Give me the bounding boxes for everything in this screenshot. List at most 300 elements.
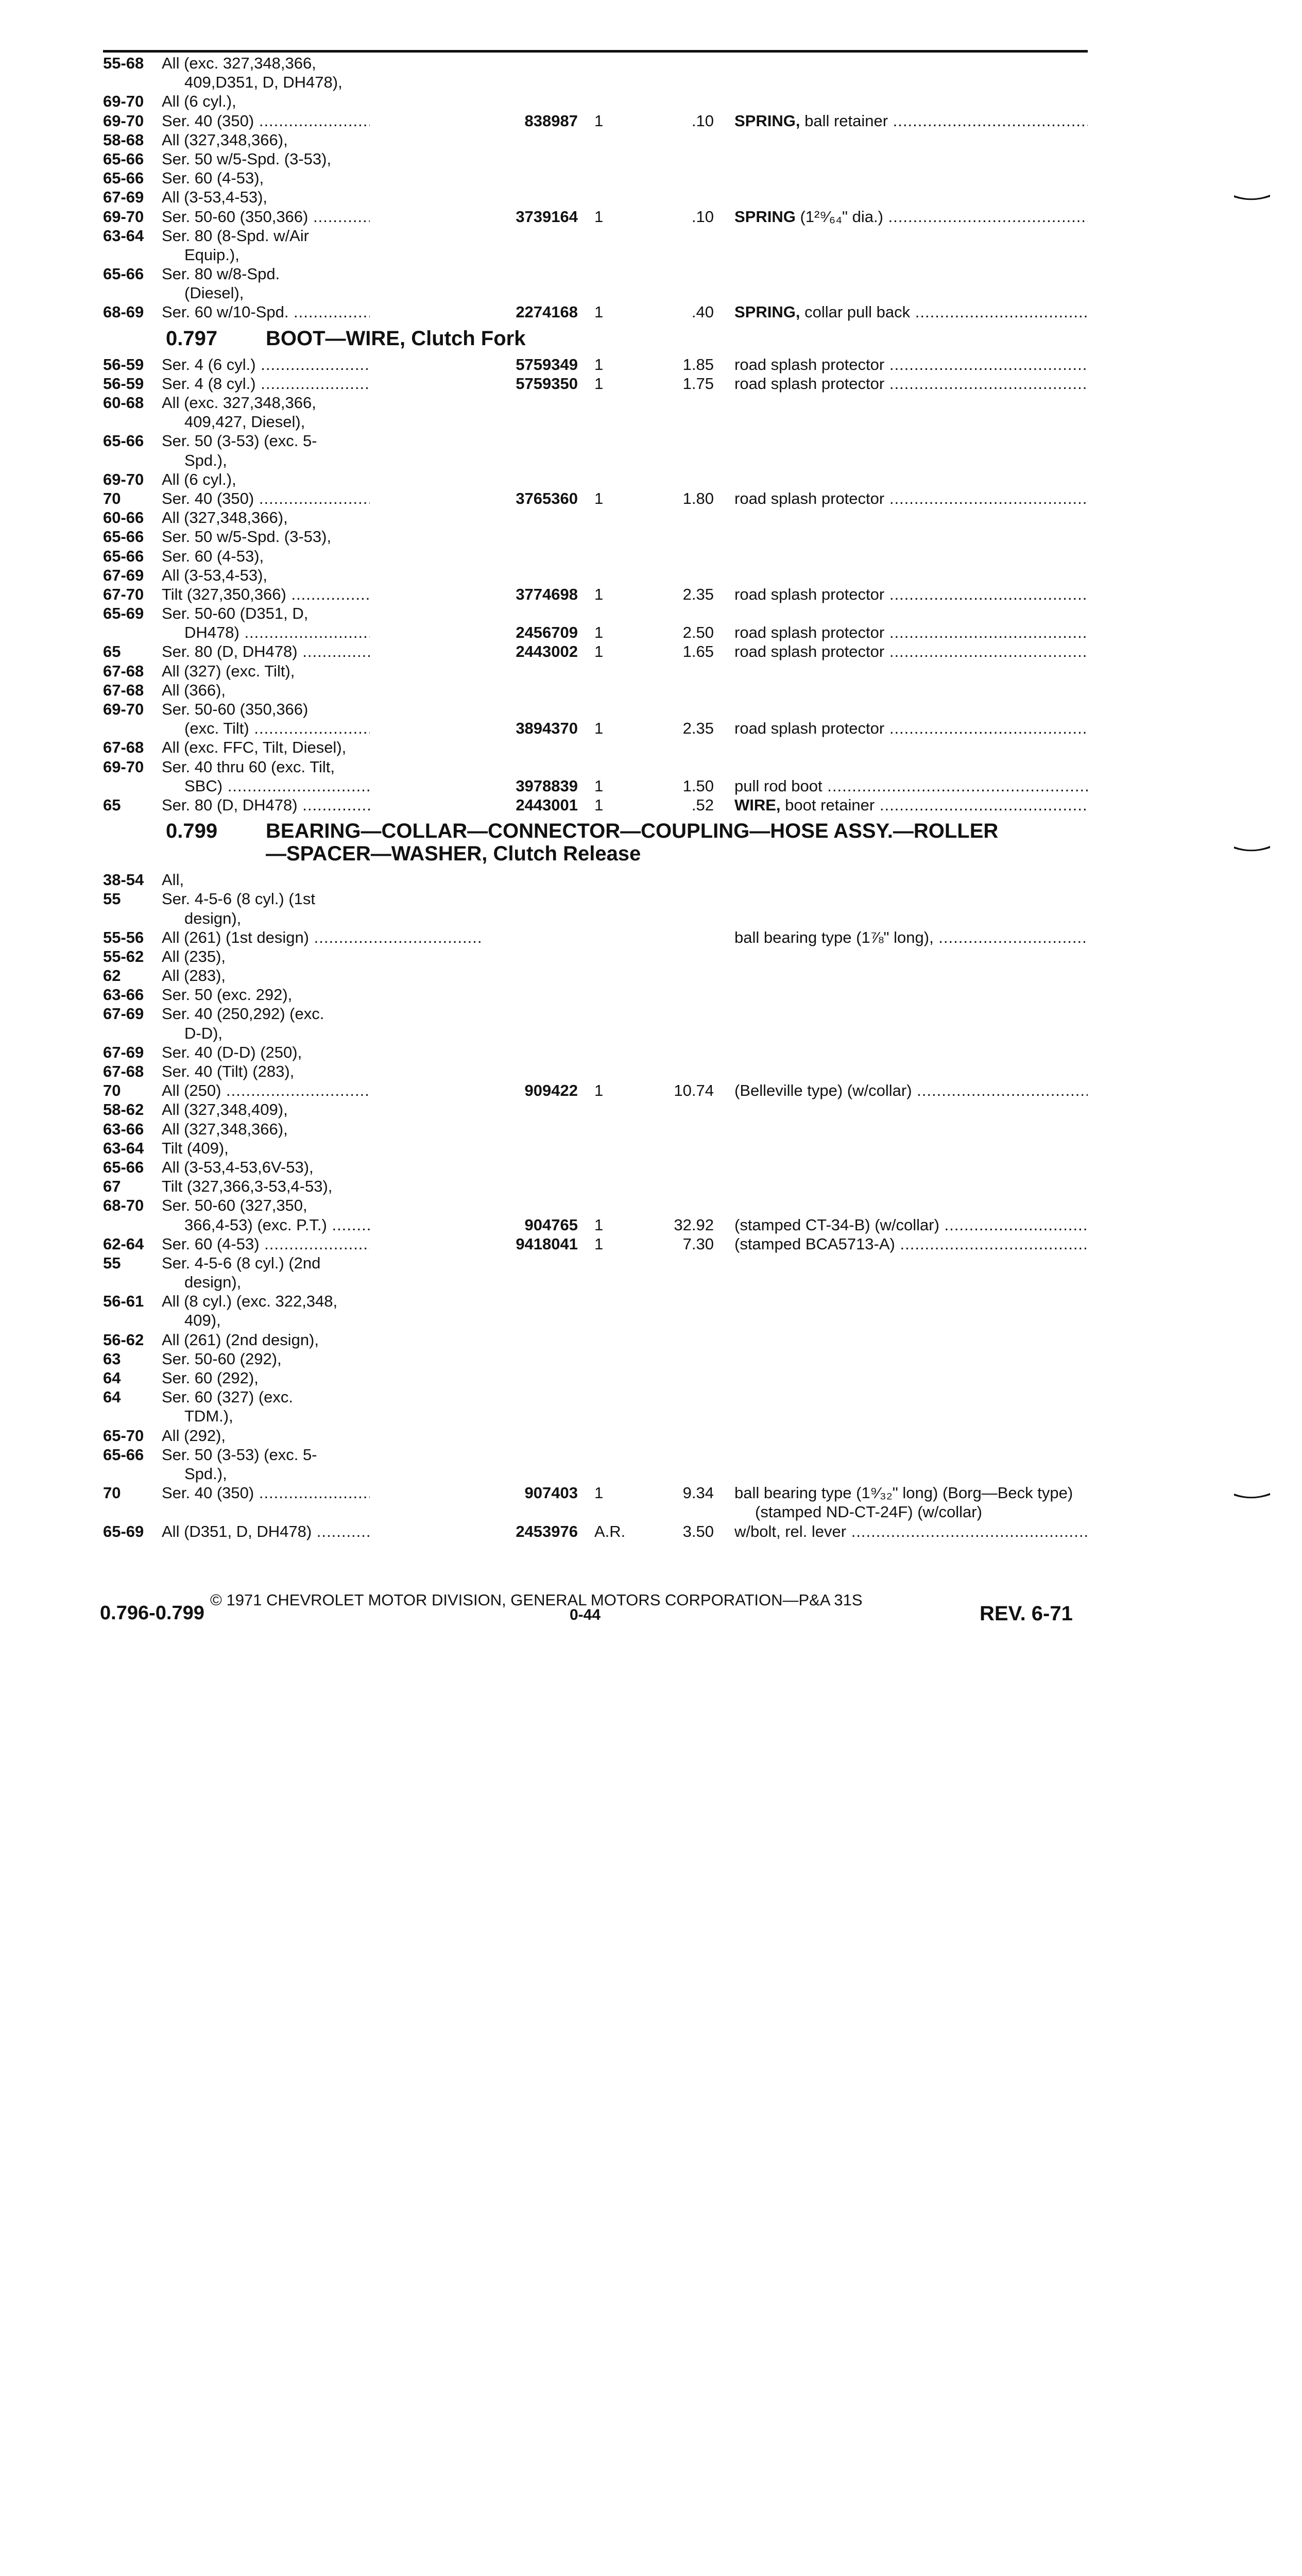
part-detail: pull rod boot (734, 776, 823, 795)
part-description (734, 1215, 1088, 1234)
table-row (96, 374, 1095, 393)
application: All (283), (162, 967, 226, 985)
table-row (96, 470, 1095, 489)
application: Ser. 40 thru 60 (exc. Tilt, (162, 757, 335, 776)
model-years: 64 (103, 1369, 121, 1387)
part-name: SPRING, (734, 111, 800, 130)
part-number: 909422 (370, 1081, 578, 1100)
model-years: 65-66 (103, 1445, 144, 1464)
application: Ser. 50 (3-53) (exc. 5- (162, 1445, 317, 1464)
table-row (96, 1483, 1095, 1502)
model-years: 68-70 (103, 1196, 144, 1215)
part-description (734, 1081, 1088, 1100)
part-detail: road splash protector (734, 642, 885, 661)
application: 409,427, Diesel), (184, 413, 305, 431)
table-row (96, 1349, 1095, 1368)
table-row (96, 207, 1095, 226)
table-row (96, 719, 1095, 738)
table-row (96, 451, 1095, 470)
table-row (96, 1502, 1095, 1521)
part-detail: (stamped BCA5713-A) (734, 1234, 895, 1253)
part-description (734, 489, 1088, 508)
price: 9.34 (682, 1484, 714, 1502)
application: Tilt (327,366,3-53,4-53), (162, 1177, 333, 1196)
application: Tilt (409), (162, 1139, 229, 1157)
table-row (96, 412, 1095, 431)
application: All (D351, D, DH478) ..... (162, 1522, 481, 1541)
application: Ser. 60 (292), (162, 1369, 259, 1387)
part-detail: ball bearing type (1⁹⁄₃₂" long) (Borg—Beck type) (734, 1484, 1073, 1502)
price: 2.35 (682, 719, 714, 738)
quantity: 1 (594, 374, 604, 393)
application: Ser. 60 (4-53), (162, 547, 264, 565)
part-detail: road splash protector (734, 623, 885, 642)
table-row (96, 302, 1095, 321)
price: 1.50 (682, 776, 714, 795)
table-row (96, 985, 1095, 1004)
part-name: SPRING (734, 207, 796, 226)
application: Spd.), (184, 451, 227, 469)
application: All (292), (162, 1426, 226, 1445)
group-title (266, 327, 1100, 350)
table-row (96, 947, 1095, 966)
table-row (96, 1158, 1095, 1177)
table-row (96, 1120, 1095, 1139)
group-title-line: BOOT—WIRE, Clutch Fork (266, 327, 526, 350)
price: .40 (691, 303, 714, 321)
part-number: 907403 (370, 1483, 578, 1502)
application: 409), (184, 1311, 221, 1330)
application: Ser. 80 (D, DH478) ..... (162, 795, 481, 815)
quantity: 1 (594, 795, 604, 814)
part-number: 2453976 (370, 1522, 578, 1541)
model-years: 65 (103, 642, 121, 661)
part-number: 904765 (370, 1215, 578, 1234)
model-years: 69-70 (103, 111, 144, 130)
part-number: 3765360 (370, 489, 578, 508)
quantity: 1 (594, 1215, 604, 1234)
model-years: 67-68 (103, 738, 144, 757)
part-detail: road splash protector (734, 719, 885, 738)
application: SBC) ..... (184, 776, 481, 795)
price: 7.30 (682, 1234, 714, 1253)
model-years: 70 (103, 1081, 121, 1100)
group-number: 0.797 (166, 327, 218, 350)
application: Ser. 4-5-6 (8 cyl.) (2nd (162, 1253, 321, 1272)
table-row (96, 585, 1095, 604)
application: Ser. 50-60 (350,366) (162, 700, 309, 718)
part-number: 2443001 (370, 795, 578, 815)
application: D-D), (184, 1024, 223, 1042)
model-years: 69-70 (103, 207, 144, 226)
application: All (8 cyl.) (exc. 322,348, (162, 1292, 338, 1311)
table-row (96, 54, 1095, 73)
part-detail: (Belleville type) (w/collar) (734, 1081, 912, 1100)
table-row (96, 1292, 1095, 1311)
model-years: 65-69 (103, 1522, 144, 1540)
quantity: 1 (594, 303, 604, 321)
model-years: 63-64 (103, 1139, 144, 1157)
model-years: 67-69 (103, 1043, 144, 1061)
application: Ser. 60 w/10-Spd. ..... (162, 302, 481, 321)
table-row (96, 245, 1095, 264)
application: DH478) ..... (184, 623, 481, 642)
quantity: 1 (594, 355, 604, 374)
application: All (6 cyl.), (162, 92, 236, 111)
footer-section-range: 0.796-0.799 (100, 1602, 204, 1624)
table-row (96, 738, 1095, 757)
model-years: 58-62 (103, 1100, 144, 1119)
part-number: 2443002 (370, 642, 578, 661)
price: 3.50 (682, 1522, 714, 1540)
model-years: 65-69 (103, 604, 144, 623)
table-row (96, 909, 1095, 928)
quantity: A.R. (594, 1522, 626, 1540)
application: All (261) (1st design) ..... (162, 928, 481, 947)
application: Ser. 60 (4-53) ..... (162, 1234, 481, 1253)
table-row (96, 149, 1095, 168)
application: Ser. 40 (250,292) (exc. (162, 1005, 324, 1023)
quantity: 1 (594, 585, 604, 603)
application: Equip.), (184, 245, 239, 264)
table-row (96, 355, 1095, 374)
application: All (3-53,4-53), (162, 188, 268, 207)
table-row (96, 928, 1095, 947)
model-years: 65-70 (103, 1426, 144, 1445)
application: Ser. 60 (327) (exc. (162, 1388, 294, 1406)
model-years: 63-66 (103, 986, 144, 1004)
model-years: 65-66 (103, 149, 144, 168)
application: All (235), (162, 947, 226, 965)
price: 1.75 (682, 374, 714, 393)
table-row (96, 1426, 1095, 1445)
table-row (96, 870, 1095, 889)
part-name: WIRE, (734, 795, 781, 814)
model-years: 67-68 (103, 1062, 144, 1080)
model-years: 56-62 (103, 1330, 144, 1349)
table-row (96, 489, 1095, 508)
application: All (327,348,409), (162, 1100, 288, 1119)
group-number: 0.799 (166, 820, 218, 843)
model-years: 62 (103, 967, 121, 985)
table-row (96, 1311, 1095, 1330)
application: Ser. 4-5-6 (8 cyl.) (1st (162, 890, 316, 908)
catalog-page (96, 0, 1095, 1814)
footer-revision: REV. 6-71 (980, 1602, 1073, 1625)
quantity: 1 (594, 719, 604, 738)
table-row (96, 966, 1095, 985)
table-row (96, 92, 1095, 111)
application: Ser. 50-60 (292), (162, 1349, 282, 1368)
model-years: 65-66 (103, 265, 144, 283)
table-row (96, 130, 1095, 149)
table-row (96, 1004, 1095, 1023)
part-detail: road splash protector (734, 489, 885, 507)
application: All (327,348,366), (162, 1120, 288, 1138)
price: 32.92 (674, 1215, 714, 1234)
table-row (96, 188, 1095, 207)
model-years: 65 (103, 795, 121, 814)
price: 2.50 (682, 623, 714, 642)
application: Ser. 40 (350) ..... (162, 1483, 481, 1502)
table-row (96, 889, 1095, 908)
model-years: 67-69 (103, 188, 144, 207)
price: 1.85 (682, 355, 714, 374)
group-title-line: —SPACER—WASHER, Clutch Release (266, 842, 641, 866)
table-row (96, 566, 1095, 585)
part-detail: (stamped CT-34-B) (w/collar) (734, 1215, 939, 1234)
application: design), (184, 1273, 242, 1292)
table-row (96, 1081, 1095, 1100)
price: 2.35 (682, 585, 714, 603)
part-number: 5759350 (370, 374, 578, 393)
part-detail: (stamped ND-CT-24F) (w/collar) (755, 1503, 982, 1521)
table-row (96, 1330, 1095, 1349)
model-years: 65-66 (103, 432, 144, 450)
binder-mark-icon (1234, 194, 1270, 201)
table-row (96, 283, 1095, 302)
model-years: 67-70 (103, 585, 144, 603)
application: Ser. 60 (4-53), (162, 169, 264, 188)
table-row (96, 1522, 1095, 1541)
application: All (327) (exc. Tilt), (162, 662, 295, 680)
application: Ser. 80 (D, DH478) ..... (162, 642, 481, 661)
table-row (96, 1100, 1095, 1119)
model-years: 65-66 (103, 1158, 144, 1176)
part-detail: (1²⁹⁄₆₄" dia.) (795, 207, 883, 226)
application: Tilt (327,350,366) ..... (162, 585, 481, 604)
application: 366,4-53) (exc. P.T.) ..... (184, 1215, 481, 1234)
table-row (96, 1234, 1095, 1253)
model-years: 55 (103, 1253, 121, 1272)
model-years: 70 (103, 1484, 121, 1502)
application: Ser. 50 w/5-Spd. (3-53), (162, 149, 332, 168)
table-row (96, 1368, 1095, 1387)
application: All (6 cyl.), (162, 470, 236, 488)
table-row (96, 1043, 1095, 1062)
model-years: 67-69 (103, 1005, 144, 1023)
model-years: 70 (103, 489, 121, 507)
table-row (96, 527, 1095, 546)
quantity: 1 (594, 489, 604, 507)
application: 409,D351, D, DH478), (184, 73, 342, 92)
model-years: 55-68 (103, 54, 144, 72)
model-years: 67-68 (103, 662, 144, 680)
model-years: 62-64 (103, 1234, 144, 1253)
model-years: 56-59 (103, 355, 144, 374)
quantity: 1 (594, 1484, 604, 1502)
part-number: 3978839 (370, 776, 578, 795)
model-years: 38-54 (103, 871, 144, 889)
application: All (366), (162, 681, 226, 699)
part-description (734, 207, 1088, 226)
application: Ser. 40 (350) ..... (162, 111, 481, 130)
table-row (96, 1387, 1095, 1406)
model-years: 58-68 (103, 130, 144, 149)
part-detail: collar pull back (800, 303, 911, 321)
quantity: 1 (594, 776, 604, 795)
application: Ser. 50 (3-53) (exc. 5- (162, 432, 317, 450)
model-years: 67-68 (103, 681, 144, 699)
part-detail: w/bolt, rel. lever (734, 1522, 847, 1540)
model-years: 60-68 (103, 394, 144, 412)
model-years: 67-69 (103, 566, 144, 584)
model-years: 69-70 (103, 700, 144, 718)
model-years: 56-61 (103, 1292, 144, 1311)
part-description (734, 1522, 1088, 1541)
table-row (96, 508, 1095, 527)
model-years: 67 (103, 1177, 121, 1196)
application: Ser. 50-60 (327,350, (162, 1196, 307, 1215)
model-years: 63-64 (103, 226, 144, 245)
application: All, (162, 871, 184, 889)
binder-mark-icon (1234, 1492, 1270, 1499)
part-number: 2274168 (370, 302, 578, 321)
application: Ser. 50 (exc. 292), (162, 986, 293, 1004)
quantity: 1 (594, 642, 604, 661)
application: Ser. 4 (6 cyl.) ..... (162, 355, 481, 374)
model-years: 69-70 (103, 92, 144, 111)
application: All (261) (2nd design), (162, 1330, 319, 1349)
application: Ser. 80 w/8-Spd. (162, 265, 280, 283)
part-detail: boot retainer (780, 795, 875, 814)
table-row (96, 1139, 1095, 1158)
table-row (96, 681, 1095, 700)
quantity: 1 (594, 1234, 604, 1253)
application: Ser. 40 (Tilt) (283), (162, 1062, 295, 1080)
part-description (734, 355, 1088, 374)
group-heading (96, 815, 1095, 870)
quantity: 1 (594, 1081, 604, 1100)
application: Ser. 50 w/5-Spd. (3-53), (162, 528, 332, 546)
table-row (96, 1253, 1095, 1273)
model-years: 55-62 (103, 947, 144, 965)
footer-copyright: © 1971 CHEVROLET MOTOR DIVISION, GENERAL MOTORS CORPORATION—P&A 31S (210, 1591, 863, 1609)
table-row (96, 1196, 1095, 1215)
part-description (734, 1234, 1088, 1253)
application: Ser. 50-60 (350,366) ..... (162, 207, 481, 226)
part-description (734, 374, 1088, 393)
table-row (96, 662, 1095, 681)
part-detail: road splash protector (734, 374, 885, 393)
model-years: 55 (103, 890, 121, 908)
table-row (96, 431, 1095, 450)
table-row (96, 1024, 1095, 1043)
group-title-line: BEARING—COLLAR—CONNECTOR—COUPLING—HOSE ASSY.—ROLLER (266, 820, 999, 843)
table-row (96, 1273, 1095, 1292)
table-row (96, 1406, 1095, 1426)
application: All (250) ..... (162, 1081, 481, 1100)
part-name: SPRING, (734, 303, 800, 321)
part-description (734, 642, 1088, 661)
table-row (96, 547, 1095, 566)
application: Ser. 50-60 (D351, D, (162, 604, 309, 623)
application: All (3-53,4-53,6V-53), (162, 1158, 314, 1176)
part-description (734, 795, 1088, 815)
part-number: 3894370 (370, 719, 578, 738)
part-description (734, 585, 1088, 604)
table-row (96, 168, 1095, 188)
group-heading (96, 322, 1095, 355)
model-years: 63-66 (103, 1120, 144, 1138)
part-description (734, 928, 1088, 947)
table-row (96, 776, 1095, 795)
model-years: 60-66 (103, 509, 144, 527)
price: .52 (691, 795, 714, 814)
price: .10 (691, 207, 714, 226)
price: .10 (691, 111, 714, 130)
part-number: 9418041 (370, 1234, 578, 1253)
price: 10.74 (674, 1081, 714, 1100)
table-row (96, 1445, 1095, 1464)
table-row (96, 642, 1095, 661)
model-years: 65-66 (103, 547, 144, 565)
model-years: 65-66 (103, 528, 144, 546)
model-years: 69-70 (103, 470, 144, 488)
table-row (96, 1177, 1095, 1196)
part-description (734, 302, 1088, 321)
application: All (exc. 327,348,366, (162, 54, 316, 72)
application: Ser. 80 (8-Spd. w/Air (162, 226, 310, 245)
model-years: 68-69 (103, 303, 144, 321)
table-row (96, 1215, 1095, 1234)
binder-mark-icon (1234, 845, 1270, 852)
part-description (734, 1483, 1088, 1502)
model-years: 63 (103, 1349, 121, 1368)
table-row (96, 757, 1095, 776)
application: TDM.), (184, 1407, 233, 1426)
part-description (734, 719, 1088, 738)
part-detail: road splash protector (734, 585, 885, 603)
application: All (exc. FFC, Tilt, Diesel), (162, 738, 347, 757)
table-row (96, 1062, 1095, 1081)
application: All (327,348,366), (162, 509, 288, 527)
parts-listing (96, 54, 1095, 1541)
part-detail: road splash protector (734, 355, 885, 374)
table-row (96, 226, 1095, 245)
model-years: 65-66 (103, 169, 144, 188)
model-years: 69-70 (103, 757, 144, 776)
part-detail: ball bearing type (1⅞" long), (734, 928, 934, 946)
table-row (96, 623, 1095, 642)
top-rule (103, 50, 1088, 53)
footer-page-number: 0-44 (570, 1606, 601, 1623)
table-row (96, 73, 1095, 92)
quantity: 1 (594, 207, 604, 226)
table-row (96, 700, 1095, 719)
quantity: 1 (594, 623, 604, 642)
application: (Diesel), (184, 284, 244, 302)
quantity: 1 (594, 111, 604, 130)
table-row (96, 795, 1095, 815)
application: All (3-53,4-53), (162, 566, 268, 584)
table-row (96, 393, 1095, 412)
application: All (327,348,366), (162, 130, 288, 149)
part-number: 2456709 (370, 623, 578, 642)
part-detail: ball retainer (800, 111, 888, 130)
application: (exc. Tilt) ..... (184, 719, 481, 738)
model-years: 64 (103, 1388, 121, 1406)
part-description (734, 111, 1088, 130)
table-row (96, 111, 1095, 130)
application: design), (184, 909, 242, 927)
table-row (96, 1464, 1095, 1483)
model-years: 56-59 (103, 374, 144, 393)
model-years: 55-56 (103, 928, 144, 946)
part-description (734, 1502, 1108, 1521)
part-number: 5759349 (370, 355, 578, 374)
price: 1.80 (682, 489, 714, 507)
